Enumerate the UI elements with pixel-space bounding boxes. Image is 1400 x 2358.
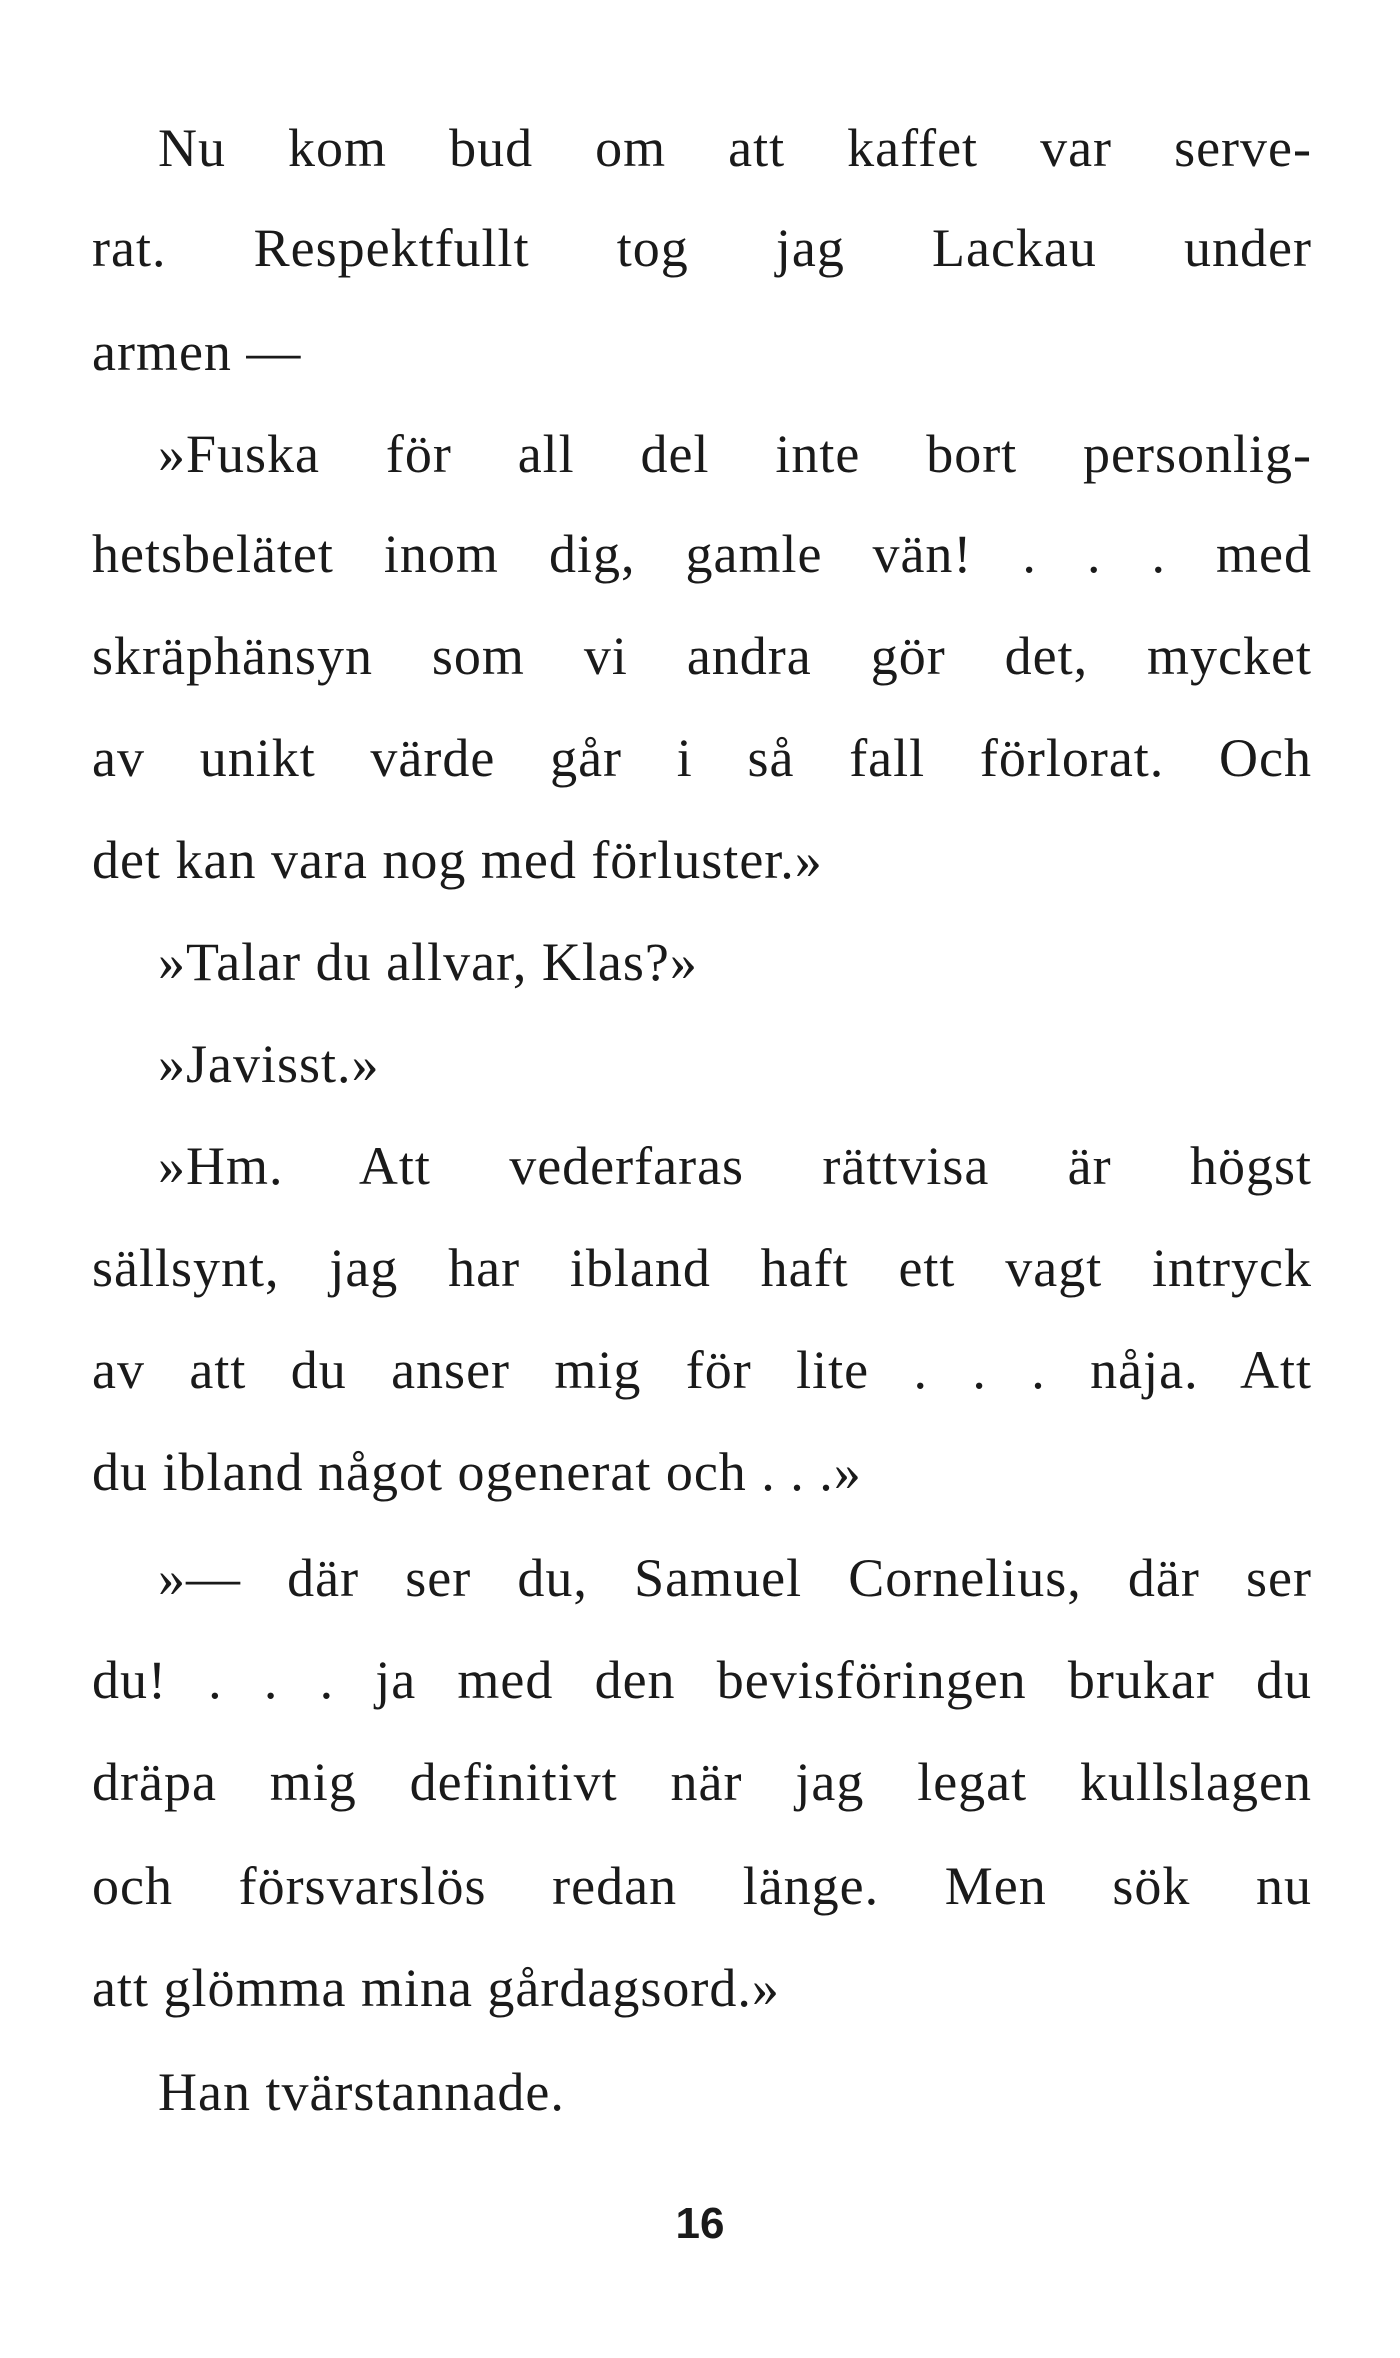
text-line: Nu kom bud om att kaffet var serve- xyxy=(158,118,1312,178)
text-line: av unikt värde går i så fall förlorat. Och xyxy=(92,728,1312,788)
text-line: rat. Respektfullt tog jag Lackau under xyxy=(92,218,1312,278)
text-line: du ibland något ogenerat och . . .» xyxy=(92,1442,862,1502)
text-line: armen — xyxy=(92,322,302,382)
text-line: av att du anser mig för lite . . . nåja. Att xyxy=(92,1340,1312,1400)
text-line: att glömma mina gårdagsord.» xyxy=(92,1958,780,2018)
text-line: »Javisst.» xyxy=(158,1034,380,1094)
text-line: och försvarslös redan länge. Men sök nu xyxy=(92,1856,1312,1916)
text-line: det kan vara nog med förluster.» xyxy=(92,830,823,890)
text-line: du! . . . ja med den bevisföringen brukar du xyxy=(92,1650,1312,1710)
text-line: »Fuska för all del inte bort personlig- xyxy=(158,424,1312,484)
text-line: sällsynt, jag har ibland haft ett vagt intryck xyxy=(92,1238,1312,1298)
text-line: hetsbelätet inom dig, gamle vän! . . . med xyxy=(92,524,1312,584)
text-line: Han tvärstannade. xyxy=(158,2062,565,2122)
text-line: »— där ser du, Samuel Cornelius, där ser xyxy=(158,1548,1312,1608)
page-number: 16 xyxy=(675,2199,725,2248)
text-line: »Hm. Att vederfaras rättvisa är högst xyxy=(158,1136,1312,1196)
text-line: skräphänsyn som vi andra gör det, mycket xyxy=(92,626,1312,686)
text-line: dräpa mig definitivt när jag legat kullslagen xyxy=(92,1752,1312,1812)
text-line: »Talar du allvar, Klas?» xyxy=(158,932,698,992)
